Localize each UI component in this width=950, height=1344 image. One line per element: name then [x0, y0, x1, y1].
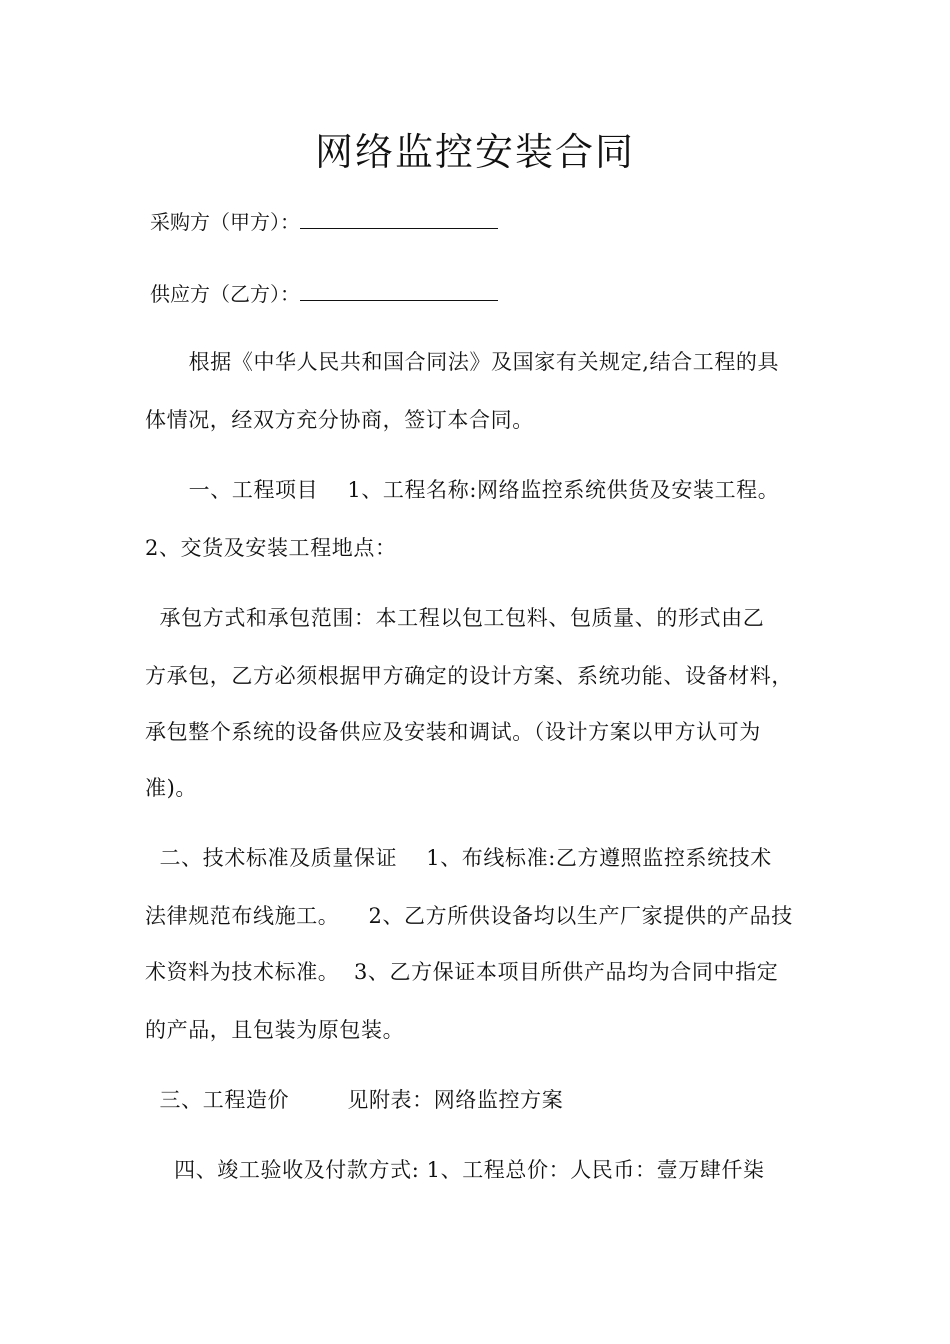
party-a-blank — [300, 208, 498, 229]
body-line: 准)。 — [145, 776, 197, 800]
party-b-row — [150, 280, 498, 308]
body-line: 方承包，乙方必须根据甲方确定的设计方案、系统功能、设备材料， — [145, 664, 793, 688]
body-line: 承包整个系统的设备供应及安装和调试。（设计方案以甲方认可为 — [145, 720, 761, 744]
body-line: 术资料为技术标准。 3、乙方保证本项目所供产品均为合同中指定 — [145, 960, 779, 984]
body-line: 的产品，且包装为原包装。 — [145, 1018, 405, 1042]
body-line: 一、工程项目 1、工程名称:网络监控系统供货及安装工程。 — [145, 478, 780, 502]
body-line: 法律规范布线施工。 2、乙方所供设备均以生产厂家提供的产品技 — [145, 904, 793, 928]
body-line: 四、竣工验收及付款方式: 1、工程总价：人民币：壹万肆仟柒 — [145, 1158, 765, 1182]
body-line: 根据《中华人民共和国合同法》及国家有关规定,结合工程的具 — [145, 350, 780, 374]
party-a-label: 采购方（甲方）： — [150, 210, 300, 234]
body-line: 三、工程造价 见附表：网络监控方案 — [145, 1088, 564, 1112]
body-line: 承包方式和承包范围：本工程以包工包料、包质量、的形式由乙 — [145, 606, 765, 630]
party-b-blank — [300, 280, 498, 301]
contract-title: 网络监控安装合同 — [314, 130, 635, 174]
party-b-label: 供应方（乙方）： — [150, 282, 300, 306]
body-line: 二、技术标准及质量保证 1、布线标准:乙方遵照监控系统技术 — [145, 846, 772, 870]
body-line: 体情况，经双方充分协商，签订本合同。 — [145, 408, 534, 432]
party-a-row — [150, 208, 498, 236]
body-line: 2、交货及安装工程地点： — [145, 536, 397, 560]
